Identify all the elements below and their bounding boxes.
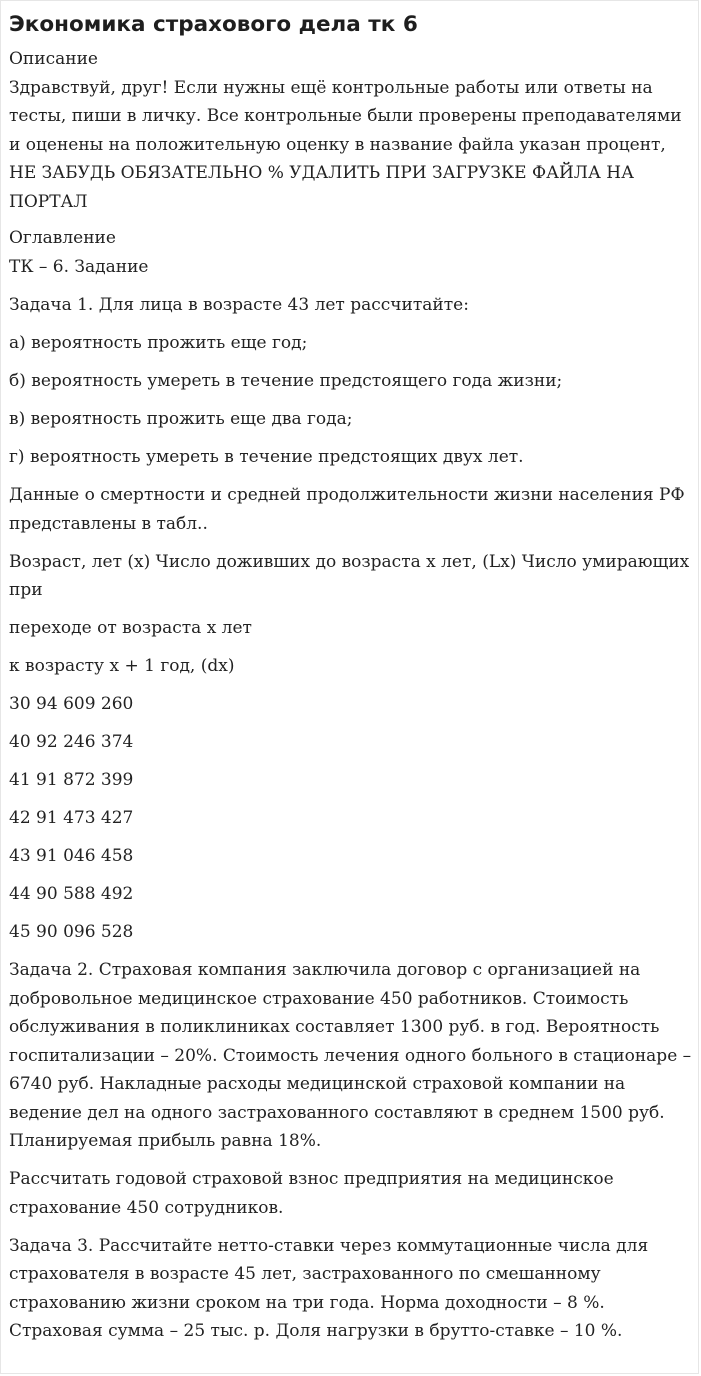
- paragraph-item-d: г) вероятность умереть в течение предстоящих двух лет.: [9, 447, 524, 467]
- table-row-40: 40 92 246 374: [9, 732, 134, 752]
- paragraph-item-b: б) вероятность умереть в течение предстоящего года жизни;: [9, 371, 563, 391]
- table-row-45: 45 90 096 528: [9, 922, 134, 942]
- description-text: Здравствуй, друг! Если нужны ещё контрольные работы или ответы на тесты, пиши в личку. Все контрольные были проверены преподавателями и оценены на положительную оценку в название файла указан процент, НЕ ЗАБУДЬ ОБЯЗАТЕЛЬНО % УДАЛИТЬ ПРИ ЗАГРУЗКЕ ФАЙЛА НА ПОРТАЛ: [9, 77, 682, 212]
- paragraph-data-note: Данные о смертности и средней продолжительности жизни населения РФ представлены в табл..: [9, 485, 685, 534]
- paragraph-task-1: Задача 1. Для лица в возрасте 43 лет рассчитайте:: [9, 295, 469, 315]
- page-title: Экономика страхового дела тк 6: [9, 12, 418, 37]
- toc-label: Оглавление: [9, 228, 116, 248]
- table-row-43: 43 91 046 458: [9, 846, 134, 866]
- document-content: [9, 9, 697, 1346]
- paragraph-task-2-question: Рассчитать годовой страховой взнос предприятия на медицинское страхование 450 сотрудников.: [9, 1169, 614, 1218]
- paragraph-task-3: Задача 3. Рассчитайте нетто-ставки через коммутационные числа для страхователя в возрасте 45 лет, застрахованного по смешанному страхованию жизни сроком на три года. Норма доходности – 8 %. Страховая сумма – 25 тыс. р. Доля нагрузки в брутто-ставке – 10 %.: [9, 1235, 649, 1341]
- paragraph-table-header-1: Возраст, лет (х) Число доживших до возраста х лет, (Lх) Число умирающих при: [9, 551, 690, 600]
- paragraph-table-header-2: переходе от возраста х лет: [9, 618, 252, 638]
- description-label: Описание: [9, 49, 98, 69]
- paragraph-item-a: а) вероятность прожить еще год;: [9, 333, 308, 353]
- paragraph-item-c: в) вероятность прожить еще два года;: [9, 409, 353, 429]
- table-row-41: 41 91 872 399: [9, 770, 134, 790]
- table-row-30: 30 94 609 260: [9, 694, 134, 714]
- toc-item: ТК – 6. Задание: [9, 256, 149, 277]
- table-row-42: 42 91 473 427: [9, 808, 134, 828]
- table-row-44: 44 90 588 492: [9, 884, 134, 904]
- paragraph-task-2: Задача 2. Страховая компания заключила договор с организацией на добровольное медицинское страхование 450 работников. Стоимость обслуживания в поликлиниках составляет 1300 руб. в год. Вероятность госпитализации – 20%. Стоимость лечения одного больного в стационаре – 6740 руб. Накладные расходы медицинской страховой компании на ведение дел на одного застрахованного составляют в среднем 1500 руб. Планируемая прибыль равна 18%.: [9, 960, 692, 1151]
- task-paragraphs: [9, 281, 697, 1346]
- paragraph-table-header-3: к возрасту х + 1 год, (dх): [9, 656, 235, 676]
